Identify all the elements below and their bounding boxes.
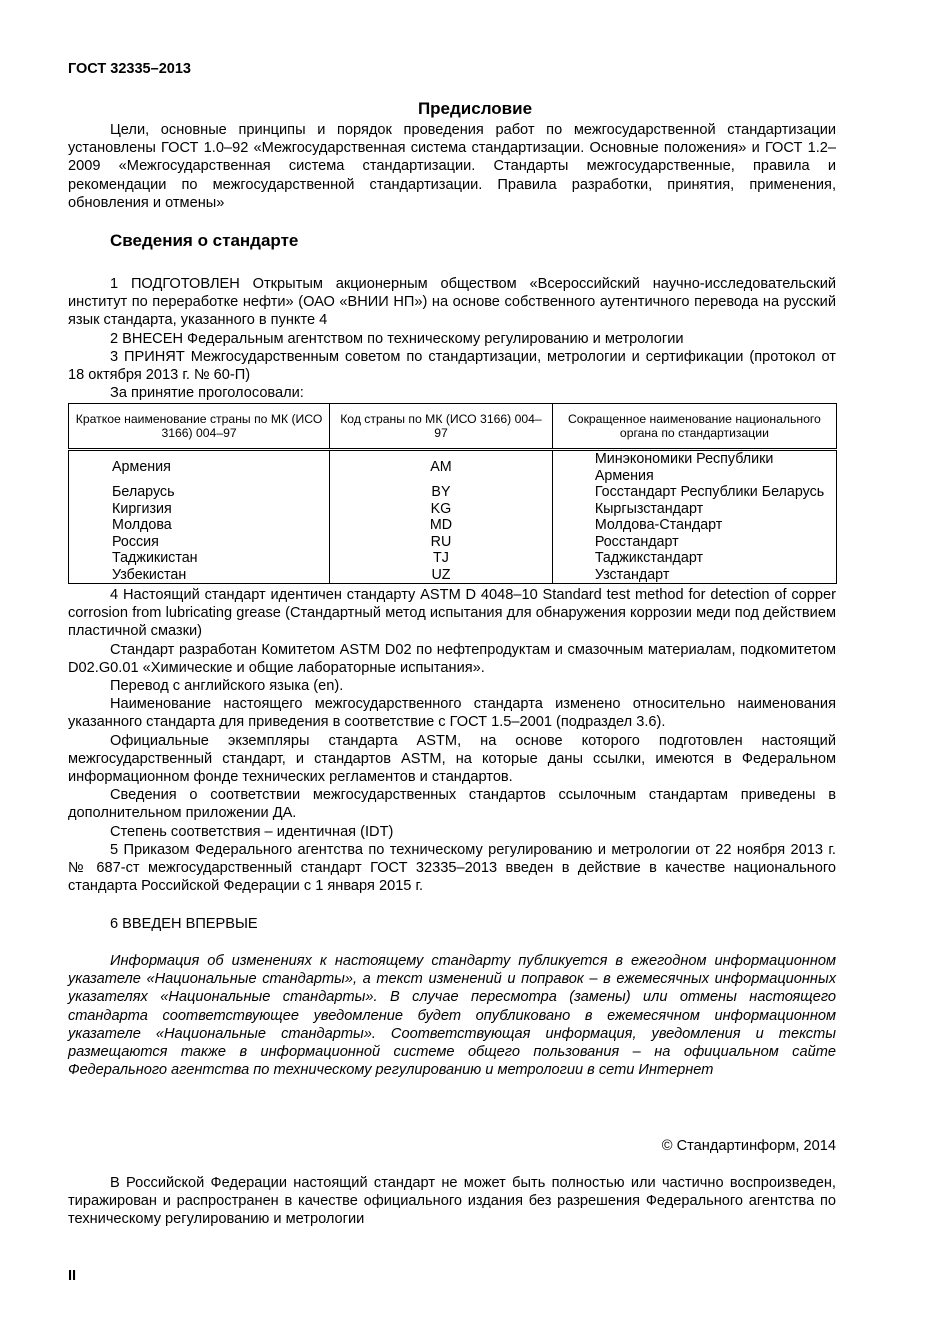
code-cell: KG — [330, 501, 553, 518]
info-item-6: 6 ВВЕДЕН ВПЕРВЫЕ — [110, 916, 258, 932]
body-p: Сведения о соответствии межгосударственных стандартов ссылочным стандартам приведены в дополнительном приложении ДА. — [68, 787, 836, 822]
body-cell: Таджикстандарт — [552, 550, 836, 567]
rights-text: В Российской Федерации настоящий стандарт не может быть полностью или частично воспроизведен, тиражирован и распространен в качестве официального издания без разрешения Федерального агентства по техническому регулированию и метрологии — [68, 1175, 836, 1228]
table-row — [69, 550, 837, 567]
code-cell: UZ — [330, 567, 553, 584]
body-p: Перевод с английского языка (en). — [110, 678, 344, 695]
body-p: Официальные экземпляры стандарта ASTM, на основе которого подготовлен настоящий межгосударственный стандарт, и стандартов ASTM, на которые даны ссылки, имеются в Федеральном информационном фонде технических регламентов и стандартов. — [68, 732, 836, 786]
table-row — [69, 501, 837, 518]
table-row — [69, 534, 837, 551]
code-cell: AM — [330, 450, 553, 485]
col-code: Код страны по МК (ИСО 3166) 004–97 — [330, 404, 553, 450]
code-cell: BY — [330, 484, 553, 501]
foreword-section — [68, 121, 836, 212]
country-cell: Киргизия — [69, 501, 330, 518]
col-country: Краткое наименование страны по МК (ИСО 3166) 004–97 — [69, 404, 330, 450]
document-header: ГОСТ 32335–2013 — [68, 61, 191, 77]
country-cell: Армения — [69, 450, 330, 485]
info-section — [68, 275, 836, 402]
code-cell: RU — [330, 534, 553, 551]
body-cell: Госстандарт Республики Беларусь — [552, 484, 836, 501]
voted-label: За принятие проголосовали: — [110, 385, 304, 402]
body-cell: Молдова-Стандарт — [552, 517, 836, 534]
table-row — [69, 450, 837, 485]
table-row — [69, 517, 837, 534]
body-p: 5 Приказом Федерального агентства по техническому регулированию и метрологии от 22 ноября 2013 г. № 687-ст межгосударственный стандарт ГОСТ 32335–2013 введен в действие в качестве национального стандарта Российской Федерации с 1 января 2015 г. — [68, 841, 836, 895]
country-cell: Узбекистан — [69, 567, 330, 584]
country-cell: Россия — [69, 534, 330, 551]
body-cell: Узстандарт — [552, 567, 836, 584]
copyright: © Стандартинформ, 2014 — [661, 1138, 836, 1154]
body-p: Наименование настоящего межгосударственного стандарта изменено относительно наименования указанного стандарта для приведения в соответствие с ГОСТ 1.5–2001 (подраздел 3.6). — [68, 696, 836, 731]
info-item-1: 1 ПОДГОТОВЛЕН Открытым акционерным обществом «Всероссийский научно-исследовательский институт по переработке нефти» (ОАО «ВНИИ НП») на основе собственного аутентичного перевода на русский язык стандарта, указанного в пункте 4 — [68, 276, 836, 329]
country-cell: Беларусь — [69, 484, 330, 501]
standard-details — [68, 586, 836, 895]
body-p: Степень соответствия – идентичная (IDT) — [110, 823, 394, 840]
info-item-3: 3 ПРИНЯТ Межгосударственным советом по стандартизации, метрологии и сертификации (протокол от 18 октября 2013 г. № 60-П) — [68, 348, 836, 384]
body-cell: Росстандарт — [552, 534, 836, 551]
info-title: Сведения о стандарте — [110, 231, 299, 250]
info-item-2: 2 ВНЕСЕН Федеральным агентством по техническому регулированию и метрологии — [110, 330, 684, 347]
notice-text: Информация об изменениях к настоящему стандарту публикуется в ежегодном информационном указателе «Национальные стандарты», а текст изменений и поправок – в ежемесячных информационных указателях «Национальные стандарты». В случае пересмотра (замены) или отмены настоящего стандарта соответствующее уведомление будет опубликовано в ежемесячном информационном указателе «Национальные стандарты». Соответствующая информация, уведомления и тексты размещаются также в информационной системе общего пользования – на официальном сайте Федерального агентства по техническому регулированию и метрологии в сети Интернет — [68, 953, 836, 1079]
foreword-text: Цели, основные принципы и порядок проведения работ по межгосударственной стандартизации установлены ГОСТ 1.0–92 «Межгосударственная система стандартизации. Основные положения» и ГОСТ 1.2–2009 «Межгосударственная система стандартизации. Стандарты межгосударственные, правила и рекомендации по межгосударственной стандартизации. Правила разработки, принятия, применения, обновления и отмены» — [68, 122, 836, 211]
code-cell: TJ — [330, 550, 553, 567]
country-cell: Молдова — [69, 517, 330, 534]
col-body: Сокращенное наименование национального органа по стандартизации — [552, 404, 836, 450]
voting-table — [68, 403, 837, 584]
foreword-title: Предисловие — [417, 99, 533, 118]
notice-section — [68, 952, 836, 1079]
body-cell: Минэкономики Республики Армения — [552, 450, 836, 485]
country-cell: Таджикистан — [69, 550, 330, 567]
table-row — [69, 484, 837, 501]
table-row — [69, 567, 837, 584]
body-p: 4 Настоящий стандарт идентичен стандарту ASTM D 4048–10 Standard test method for detection of copper corrosion from lubricating grease (Стандартный метод испытания для обнаружения коррозии меди под действием пластичной смазки) — [68, 587, 836, 640]
body-cell: Кыргызстандарт — [552, 501, 836, 518]
body-p: Стандарт разработан Комитетом ASTM D02 по нефтепродуктам и смазочным материалам, подкомитетом D02.G0.01 «Химические и общие лабораторные испытания». — [68, 641, 836, 676]
page-number: II — [68, 1268, 77, 1284]
code-cell: MD — [330, 517, 553, 534]
